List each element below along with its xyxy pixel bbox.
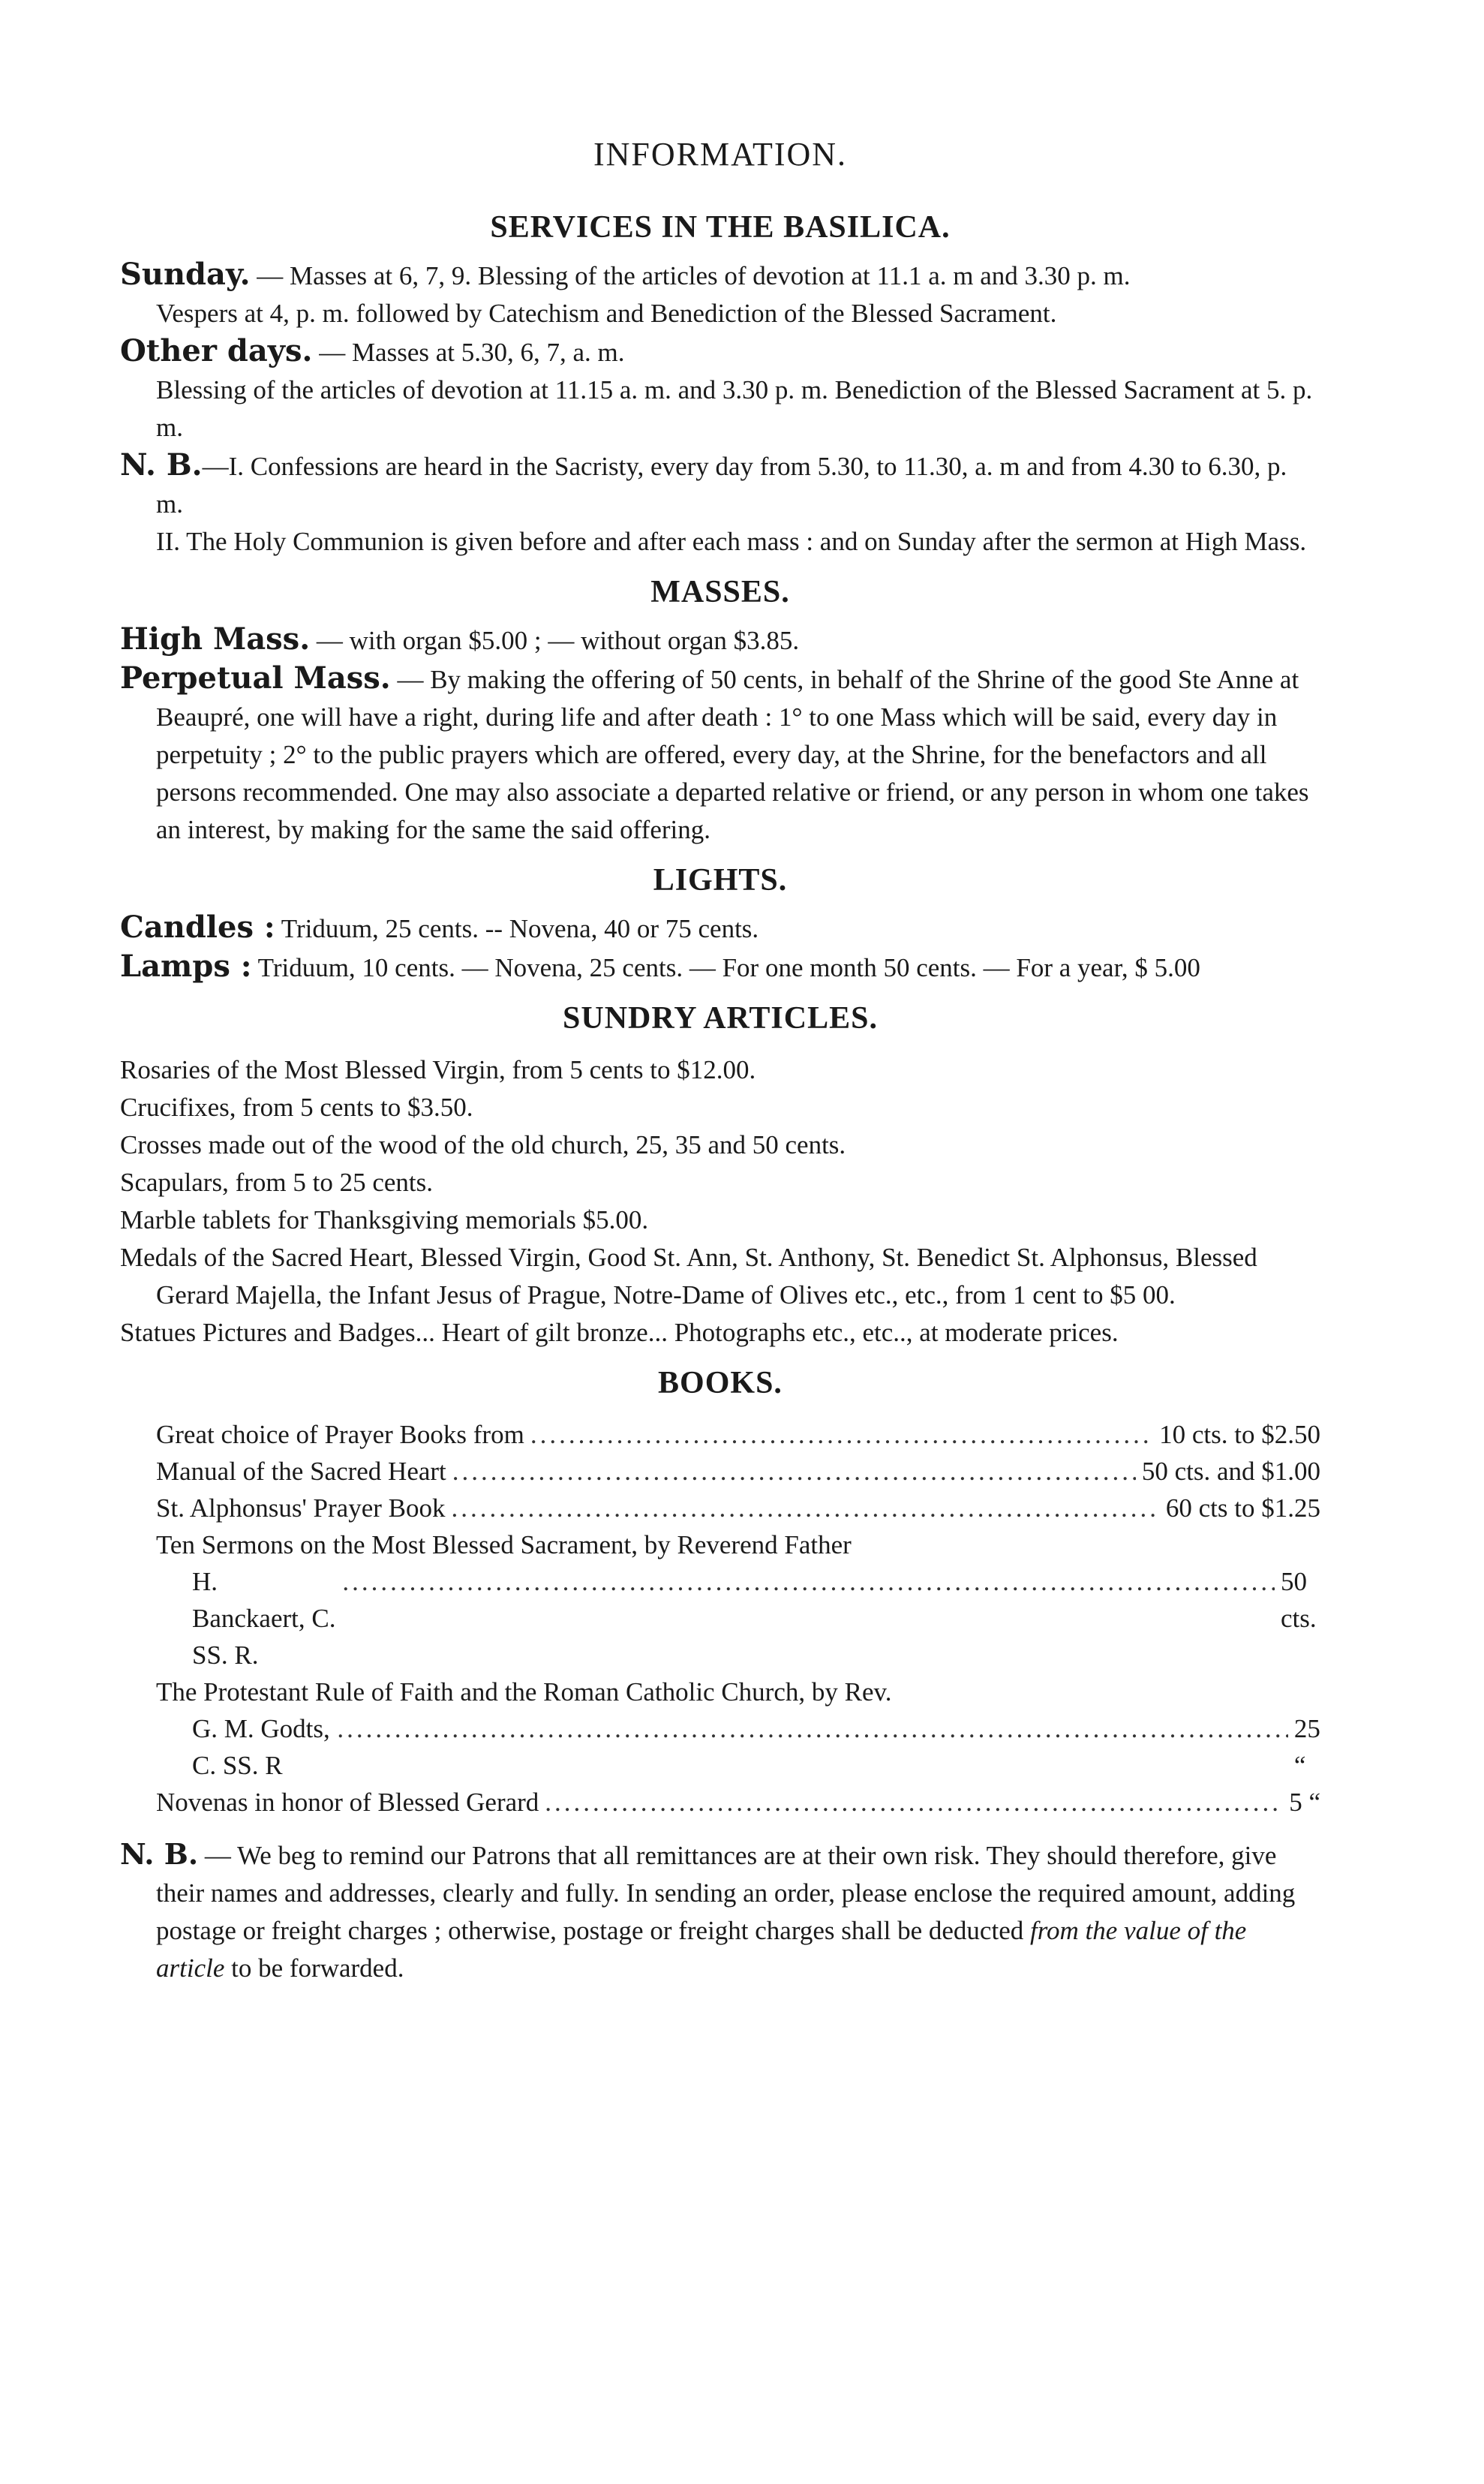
lights-heading: LIGHTS. [653, 863, 788, 898]
page-title: INFORMATION. [593, 136, 848, 173]
masses-section [120, 574, 1320, 849]
perpetual-mass-text: — By making the offering of 50 cents, in behalf of the Shrine of the good Ste Anne at Beaupré, one will have a right, during life and after death : 1° to one Mass which will be said, every day in perpetuity ; 2° to the public prayers which are offered, every day, at the Shrine, for the benefactors and all persons recommended. One may also associate a departed relative or friend, or any person in whom one takes an interest, by making for the same the said offering. [156, 665, 1309, 844]
book-row [120, 1784, 1320, 1821]
sundry-item-crucifixes: Crucifixes, from 5 cents to $3.50. [120, 1093, 473, 1122]
leader-dots [452, 1453, 1136, 1490]
book-title: The Protestant Rule of Faith and the Roman Catholic Church, by Rev. [156, 1677, 892, 1707]
book-row [120, 1490, 1320, 1526]
final-note-text: — We beg to remind our Patrons that all remittances are at their own risk. They should therefore, give their names and addresses, clearly and fully. In sending an order, please enclose the required amount, adding postage or freight charges ; otherwise, postage or freight charges shall be deducted [156, 1841, 1296, 1945]
book-price: 10 cts. to $2.50 [1159, 1420, 1320, 1449]
nb-confessions-entry [120, 447, 1320, 523]
leader-dots [452, 1490, 1160, 1526]
perpetual-mass-label: Perpetual Mass. [120, 660, 391, 696]
book-row [120, 1416, 1320, 1453]
sunday-entry [120, 256, 1320, 295]
sundry-item-statues: Statues Pictures and Badges... Heart of gilt bronze... Photographs etc., etc.., at moderate prices. [120, 1318, 1119, 1347]
lamps-label: Lamps : [120, 949, 252, 984]
sundry-item-medals: Medals of the Sacred Heart, Blessed Virgin, Good St. Ann, St. Anthony, St. Benedict St. Alphonsus, Blessed Gerard Majella, the Infant Jesus of Prague, Notre-Dame of Olives etc., etc., from 1 cent to $5 00. [120, 1243, 1257, 1310]
candles-entry [120, 909, 1320, 948]
final-note-italic: from the value of the article [156, 1916, 1247, 1983]
book-price: 50 cts. and $1.00 [1141, 1457, 1320, 1486]
candles-label: Candles : [120, 910, 275, 945]
book-title: St. Alphonsus' Prayer Book [156, 1493, 446, 1523]
perpetual-mass-entry [120, 660, 1320, 849]
final-note [120, 1836, 1320, 1987]
lamps-entry [120, 948, 1320, 987]
other-days-text: — Masses at 5.30, 6, 7, a. m. [312, 338, 625, 367]
book-title: Manual of the Sacred Heart [156, 1457, 446, 1486]
services-section [120, 209, 1320, 561]
book-row [120, 1563, 1320, 1674]
lamps-text: Triduum, 10 cents. — Novena, 25 cents. — For one month 50 cents. — For a year, $ 5.00 [251, 953, 1200, 982]
sundry-item-rosaries: Rosaries of the Most Blessed Virgin, from 5 cents to $12.00. [120, 1055, 756, 1084]
sunday-label: Sunday. [120, 257, 251, 292]
services-heading: SERVICES IN THE BASILICA. [490, 210, 951, 245]
sundry-list [120, 1051, 1320, 1352]
book-author: G. M. Godts, C. SS. R [192, 1714, 330, 1780]
book-title: Ten Sermons on the Most Blessed Sacrament, by Reverend Father [156, 1530, 852, 1559]
final-note-label: N. B. [120, 1837, 199, 1871]
leader-dots [530, 1416, 1153, 1453]
nb-communion-text: II. The Holy Communion is given before and after each mass : and on Sunday after the sermon at High Mass. [156, 527, 1307, 556]
other-days-blessing: Blessing of the articles of devotion at 11.15 a. m. and 3.30 p. m. Benediction of the Blessed Sacrament at 5. p. m. [156, 375, 1313, 442]
books-heading: BOOKS. [658, 1366, 783, 1400]
final-note-tail: to be forwarded. [224, 1953, 404, 1983]
candles-text: Triduum, 25 cents. -- Novena, 40 or 75 cents. [275, 914, 759, 943]
other-days-label: Other days. [120, 333, 313, 368]
sundry-item-tablets: Marble tablets for Thanksgiving memorials $5.00. [120, 1205, 649, 1234]
leader-dots [545, 1784, 1283, 1821]
other-days-entry [120, 332, 1320, 371]
sunday-vespers: Vespers at 4, p. m. followed by Catechism and Benediction of the Blessed Sacrament. [156, 299, 1057, 328]
masses-heading: MASSES. [650, 575, 790, 609]
high-mass-label: High Mass. [120, 621, 311, 657]
book-row [120, 1710, 1320, 1784]
book-price: 50 cts. [1280, 1567, 1317, 1633]
document-page [120, 135, 1320, 2013]
nb-label: N. B. [120, 447, 203, 483]
book-author: H. Banckaert, C. SS. R. [192, 1567, 336, 1670]
book-row [120, 1453, 1320, 1490]
sundry-heading: SUNDRY ARTICLES. [563, 1001, 878, 1036]
sundry-section [120, 1000, 1320, 1352]
high-mass-text: — with organ $5.00 ; — without organ $3.85. [310, 626, 800, 655]
book-price: 60 cts to $1.25 [1165, 1493, 1320, 1523]
books-section [120, 1365, 1320, 1821]
leader-dots [337, 1710, 1288, 1747]
book-price: 5 “ [1289, 1788, 1320, 1817]
leader-dots [342, 1563, 1275, 1600]
sundry-item-scapulars: Scapulars, from 5 to 25 cents. [120, 1168, 433, 1197]
nb-confessions-text: —I. Confessions are heard in the Sacristy, every day from 5.30, to 11.30, a. m and from 4.30 to 6.30, p. m. [156, 452, 1287, 519]
books-list [120, 1416, 1320, 1821]
lights-section [120, 862, 1320, 987]
sunday-text: — Masses at 6, 7, 9. Blessing of the articles of devotion at 11.1 a. m and 3.30 p. m. [250, 261, 1131, 290]
sundry-item-crosses: Crosses made out of the wood of the old church, 25, 35 and 50 cents. [120, 1130, 846, 1159]
book-price: 25 “ [1293, 1714, 1320, 1780]
book-title: Novenas in honor of Blessed Gerard [156, 1788, 539, 1817]
high-mass-entry [120, 621, 1320, 660]
book-title: Great choice of Prayer Books from [156, 1420, 524, 1449]
